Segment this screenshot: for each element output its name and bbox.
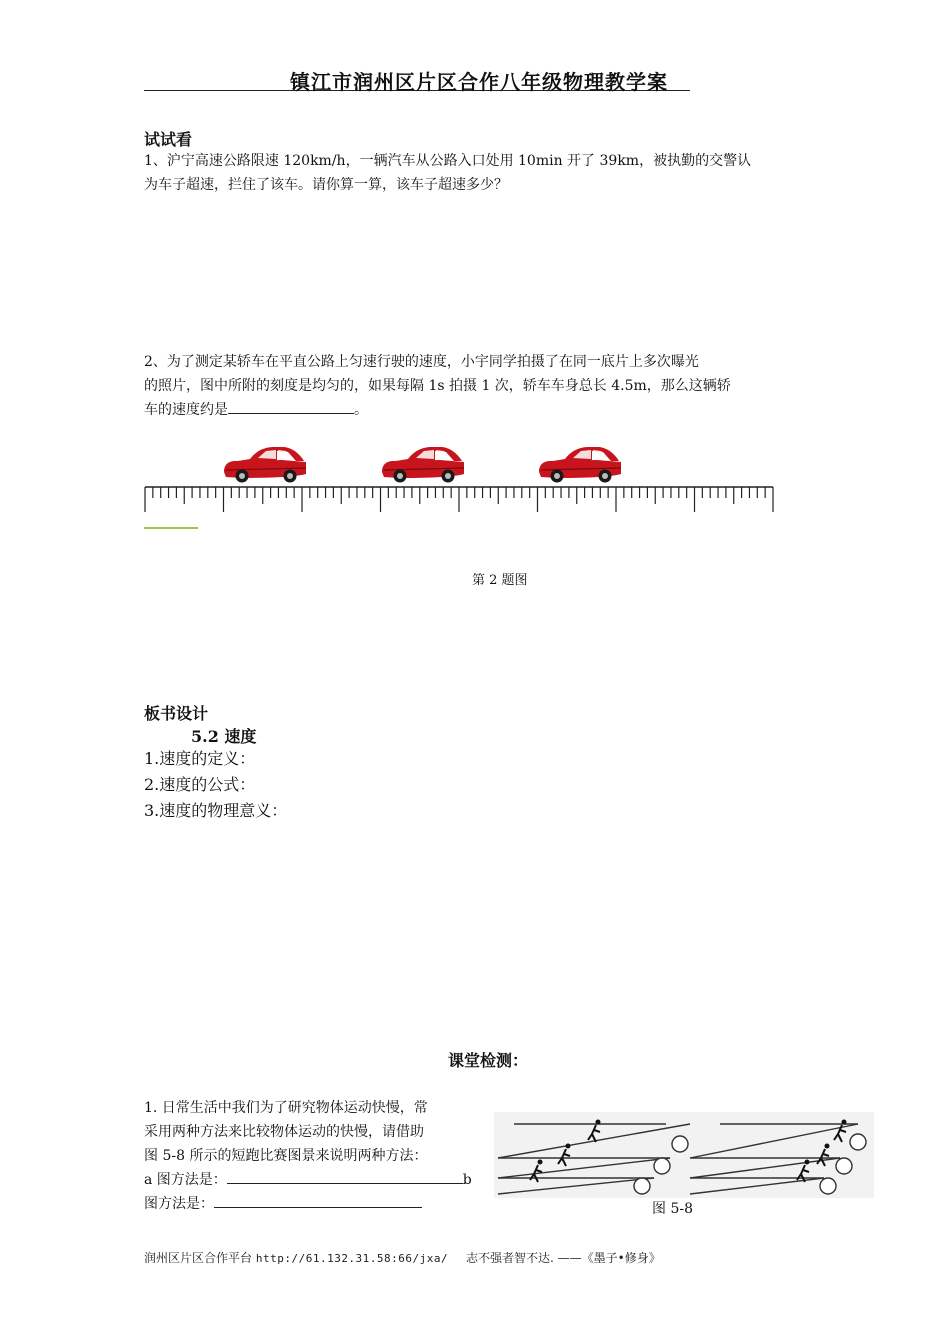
check-q1-line-4 <box>144 1168 484 1192</box>
board-item-definition: 1.速度的定义： <box>144 749 256 768</box>
check-q1-line-4-prefix: a 图方法是： <box>144 1172 227 1188</box>
try-heading: 试试看 <box>144 130 193 149</box>
footer-quote: 志不强者智不达. ——《墨子•修身》 <box>465 1251 661 1265</box>
answer-blank-b[interactable] <box>214 1193 422 1208</box>
board-heading: 板书设计 <box>144 704 209 723</box>
ruler-ticks <box>145 487 773 512</box>
check-q1-line-1: 1. 日常生活中我们为了研究物体运动快慢，常 <box>144 1100 428 1116</box>
figure-5-8-caption: 图 5-8 <box>652 1201 693 1217</box>
try-q2-line-3-suffix: 。 <box>354 402 368 418</box>
check-question-1 <box>144 1096 484 1216</box>
answer-blank-speed[interactable] <box>228 399 354 414</box>
answer-blank-a[interactable] <box>227 1169 463 1184</box>
car-ruler-figure <box>140 440 780 535</box>
car-image-1 <box>224 447 306 483</box>
try-q2-line-1: 2、为了测定某轿车在平直公路上匀速行驶的速度，小宇同学拍摄了在同一底片上多次曝光 <box>144 354 699 370</box>
sprint-race-figure <box>494 1112 874 1198</box>
car-image-2 <box>382 447 464 483</box>
try-q2-line-2: 的照片，图中所附的刻度是均匀的，如果每隔 1s 拍摄 1 次，轿车车身总长 4.5m，那么这辆轿 <box>144 378 731 394</box>
try-q2-line-3 <box>144 398 824 422</box>
figure-2-caption: 第 2 题图 <box>472 573 528 588</box>
board-item-meaning: 3.速度的物理意义： <box>144 801 288 820</box>
try-question-2 <box>144 350 824 422</box>
board-item-formula: 2.速度的公式： <box>144 775 256 794</box>
check-q1-line-3: 图 5-8 所示的短跑比赛图景来说明两种方法： <box>144 1148 428 1164</box>
try-q1-line-2: 为车子超速，拦住了该车。请你算一算，该车子超速多少？ <box>144 177 508 193</box>
check-q1-line-2: 采用两种方法来比较物体运动的快慢，请借助 <box>144 1124 424 1140</box>
page-title: 镇江市润州区片区合作八年级物理教学案 <box>290 70 668 94</box>
footer <box>144 1249 661 1266</box>
footer-url[interactable]: http://61.132.31.58:66/jxa/ <box>255 1252 449 1265</box>
car-image-3 <box>539 447 621 483</box>
footer-platform: 润州区片区合作平台 <box>144 1251 253 1265</box>
check-q1-line-5 <box>144 1192 484 1216</box>
check-q1-line-5-prefix: 图方法是： <box>144 1196 214 1212</box>
try-q1-line-1: 1、沪宁高速公路限速 120km/h，一辆汽车从公路入口处用 10min 开了 39km，被执勤的交警认 <box>144 153 752 169</box>
check-heading: 课堂检测： <box>448 1051 529 1070</box>
try-question-1 <box>144 149 824 197</box>
board-items <box>144 746 287 824</box>
board-subtitle: 5.2 速度 <box>191 727 257 746</box>
check-q1-line-4-suffix: b <box>462 1172 472 1188</box>
try-q2-line-3-prefix: 车的速度约是 <box>144 402 228 418</box>
